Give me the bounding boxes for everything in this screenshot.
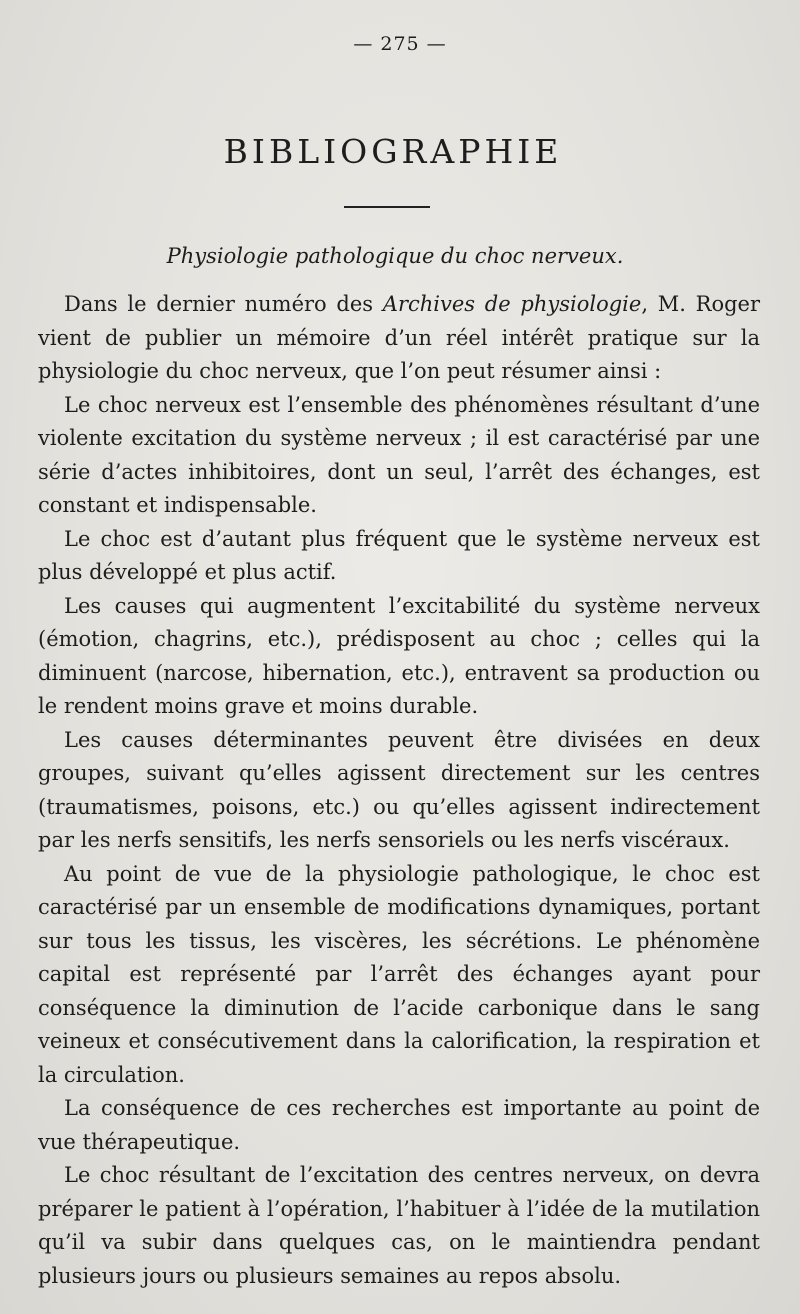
title-divider xyxy=(344,206,430,208)
journal-title: Archives de physiologie xyxy=(382,292,642,316)
paragraph-text: Dans le dernier numéro des xyxy=(64,292,383,316)
paragraph xyxy=(38,288,760,389)
paragraph: Les causes qui augmentent l’excitabilité du système nerveux (émotion, chagrins, etc.), prédisposent au choc ; celles qui la diminuent (narcose, hibernation, etc.), entravent sa production ou le rendent moins grave et moins durable. xyxy=(38,593,760,718)
paragraph: La conséquence de ces recherches est importante au point de vue thérapeutique. xyxy=(38,1096,760,1154)
paragraph: Le choc est d’autant plus fréquent que le système nerveux est plus développé et plus actif. xyxy=(38,526,760,584)
paragraph: Les causes déterminantes peuvent être divisées en deux groupes, suivant qu’elles agissent directement sur les centres (traumatismes, poisons, etc.) ou qu’elles agissent indirectement par les nerfs sensitifs, les nerfs sensoriels ou les nerfs viscéraux. xyxy=(38,727,760,852)
body-text xyxy=(38,288,760,1293)
page-number: — 275 — xyxy=(353,33,447,55)
page-title: BIBLIOGRAPHIE xyxy=(223,132,563,171)
paragraph: Le choc nerveux est l’ensemble des phénomènes résultant d’une violente excitation du système nerveux ; il est caractérisé par une série d’actes inhibitoires, dont un seul, l’arrêt des échanges, est constant et indispensable. xyxy=(38,392,760,517)
paragraph: Au point de vue de la physiologie pathologique, le choc est caractérisé par un ensemble de modifications dynamiques, portant sur tous les tissus, les viscères, les sécrétions. Le phénomène capital est représenté par l’arrêt des échanges ayant pour conséquence la diminution de l’acide carbonique dans le sang veineux et consécutivement dans la calorification, la respiration et la circulation. xyxy=(38,861,760,1087)
section-subtitle: Physiologie pathologique du choc nerveux. xyxy=(166,244,624,268)
paragraph-text: , M. Roger vient de publier un mémoire d’un réel intérêt pratique sur la physiologie du choc nerveux, que l’on peut résumer ainsi : xyxy=(38,292,761,383)
paragraph: Le choc résultant de l’excitation des centres nerveux, on devra préparer le patient à l’opération, l’habituer à l’idée de la mutilation qu’il va subir dans quelques cas, on le maintiendra pendant plusieurs jours ou plusieurs semaines au repos absolu. xyxy=(38,1163,760,1288)
